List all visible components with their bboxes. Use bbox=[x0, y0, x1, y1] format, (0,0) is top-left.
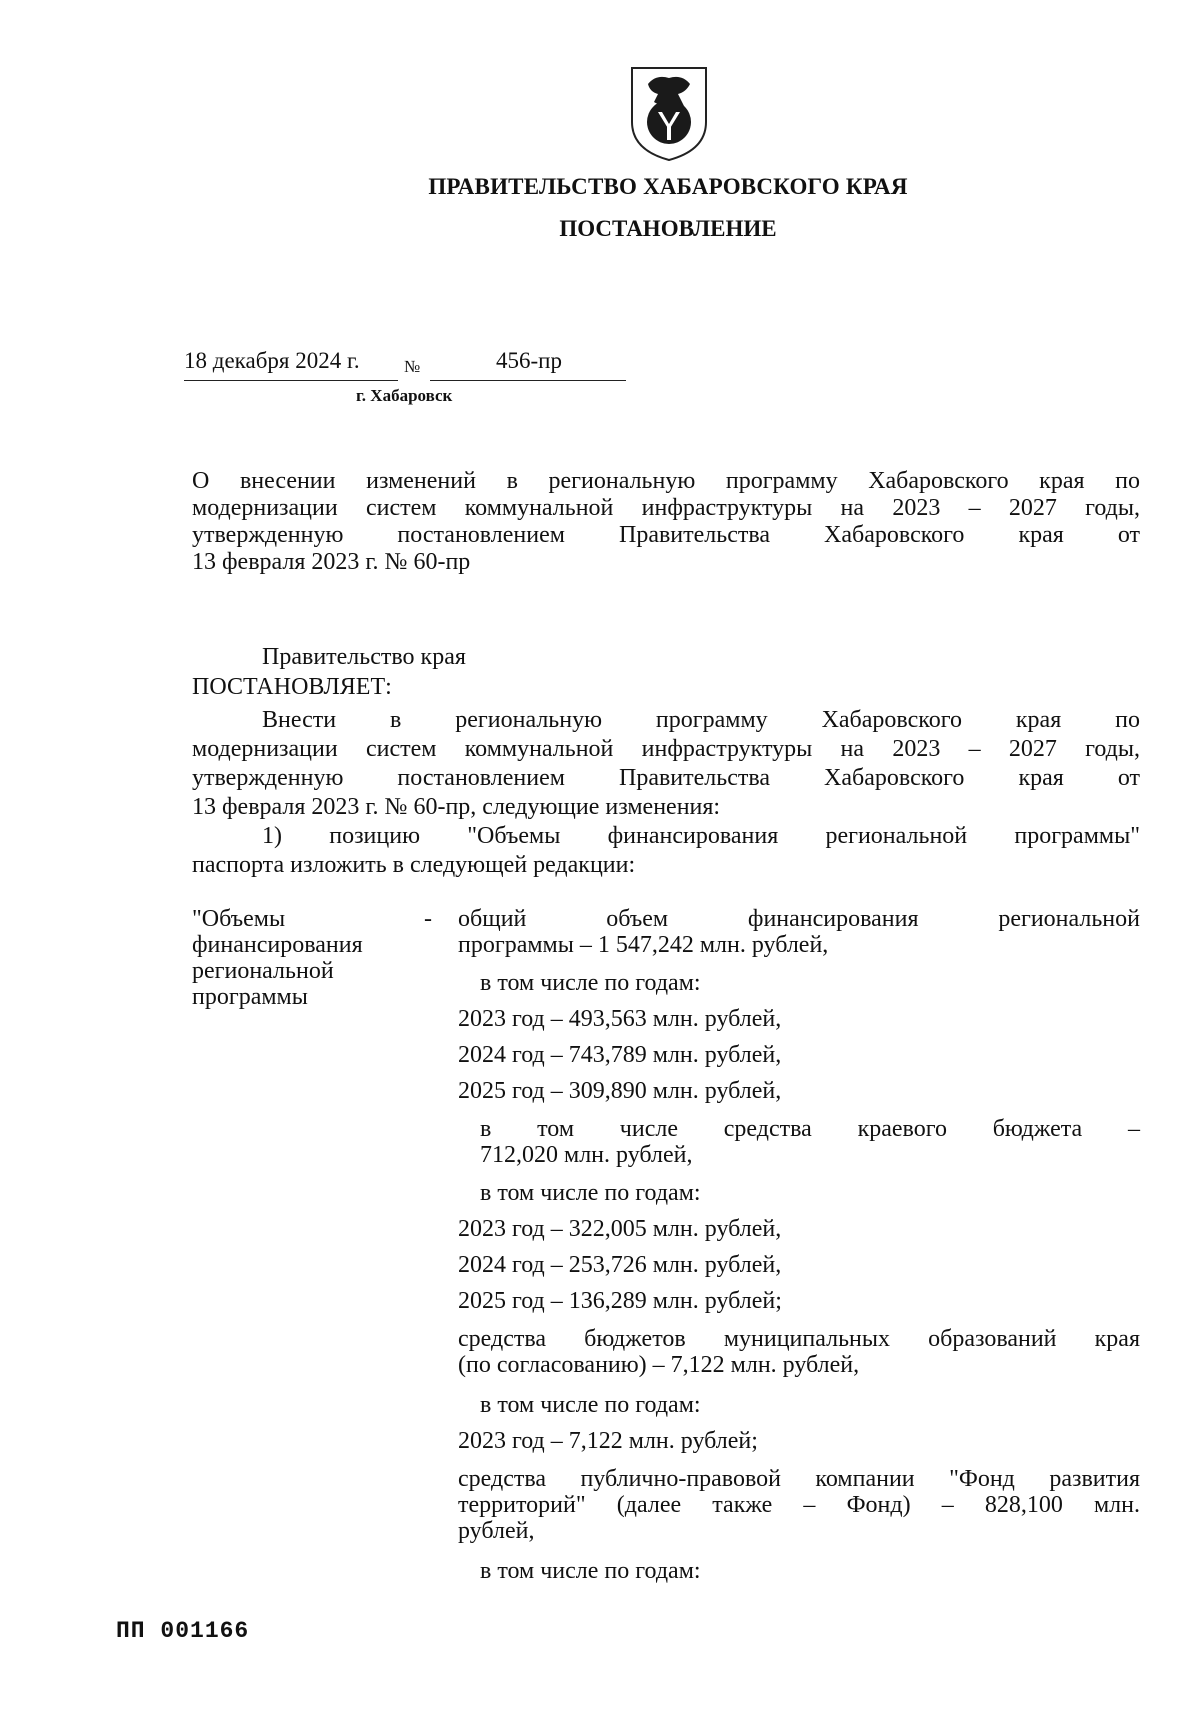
subject-line: модернизации систем коммунальной инфраструктуры на 2023 – 2027 годы, bbox=[192, 495, 1140, 521]
paragraph-line: Внести в региональную программу Хабаровского края по bbox=[262, 707, 1140, 733]
document-number: 456-пр bbox=[496, 348, 562, 373]
paragraph-line: модернизации систем коммунальной инфраструктуры на 2023 – 2027 годы, bbox=[192, 736, 1140, 762]
paragraph-line: 1) позицию "Объемы финансирования региональной программы" bbox=[262, 823, 1140, 849]
by-years-label: в том числе по годам: bbox=[480, 1392, 701, 1418]
financing-label: "Объемы финансирования региональной программы bbox=[192, 906, 363, 1010]
paragraph-line: паспорта изложить в следующей редакции: bbox=[192, 852, 636, 878]
subject-line: 13 февраля 2023 г. № 60-пр bbox=[192, 549, 471, 575]
document-type: ПОСТАНОВЛЕНИЕ bbox=[559, 216, 777, 241]
regional-budget bbox=[480, 1116, 1140, 1168]
form-code: ПП 001166 bbox=[116, 1618, 250, 1644]
text-line: средства публично-правовой компании "Фонд развития bbox=[458, 1466, 1140, 1492]
government-title: ПРАВИТЕЛЬСТВО ХАБАРОВСКОГО КРАЯ bbox=[428, 174, 908, 199]
city: г. Хабаровск bbox=[356, 386, 453, 405]
year-row: 2025 год – 136,289 млн. рублей; bbox=[458, 1288, 782, 1314]
text-line: общий объем финансирования региональной bbox=[458, 906, 1140, 932]
municipal-budget bbox=[458, 1326, 1140, 1378]
number-underline bbox=[430, 380, 626, 381]
main-paragraph bbox=[192, 706, 1140, 880]
separator-dash: - bbox=[424, 906, 432, 932]
coat-of-arms-icon bbox=[626, 64, 712, 164]
fund-financing bbox=[458, 1466, 1140, 1544]
year-row: 2023 год – 7,122 млн. рублей; bbox=[458, 1428, 758, 1454]
text-line: (по согласованию) – 7,122 млн. рублей, bbox=[458, 1352, 860, 1378]
document-subject bbox=[192, 468, 1140, 576]
text-line: программы – 1 547,242 млн. рублей, bbox=[458, 932, 829, 958]
paragraph-line: 13 февраля 2023 г. № 60-пр, следующие изменения: bbox=[192, 794, 721, 820]
number-sign: № bbox=[404, 357, 421, 376]
year-row: 2024 год – 743,789 млн. рублей, bbox=[458, 1042, 782, 1068]
intro-resolves: ПОСТАНОВЛЯЕТ: bbox=[192, 674, 392, 700]
subject-line: О внесении изменений в региональную программу Хабаровского края по bbox=[192, 468, 1140, 494]
text-line: в том числе средства краевого бюджета – bbox=[480, 1116, 1140, 1142]
year-row: 2025 год – 309,890 млн. рублей, bbox=[458, 1078, 782, 1104]
text-line: территорий" (далее также – Фонд) – 828,100 млн. bbox=[458, 1492, 1140, 1518]
subject-line: утвержденную постановлением Правительства Хабаровского края от bbox=[192, 522, 1140, 548]
text-line: средства бюджетов муниципальных образований края bbox=[458, 1326, 1140, 1352]
date-underline bbox=[184, 380, 398, 381]
year-row: 2024 год – 253,726 млн. рублей, bbox=[458, 1252, 782, 1278]
year-row: 2023 год – 322,005 млн. рублей, bbox=[458, 1216, 782, 1242]
document-date: 18 декабря 2024 г. bbox=[184, 348, 360, 373]
by-years-label: в том числе по годам: bbox=[480, 970, 701, 996]
paragraph-line: утвержденную постановлением Правительства Хабаровского края от bbox=[192, 765, 1140, 791]
text-line: рублей, bbox=[458, 1518, 535, 1544]
total-financing bbox=[458, 906, 1140, 958]
by-years-label: в том числе по годам: bbox=[480, 1558, 701, 1584]
intro-government: Правительство края bbox=[262, 644, 466, 670]
by-years-label: в том числе по годам: bbox=[480, 1180, 701, 1206]
text-line: 712,020 млн. рублей, bbox=[480, 1142, 693, 1168]
year-row: 2023 год – 493,563 млн. рублей, bbox=[458, 1006, 782, 1032]
